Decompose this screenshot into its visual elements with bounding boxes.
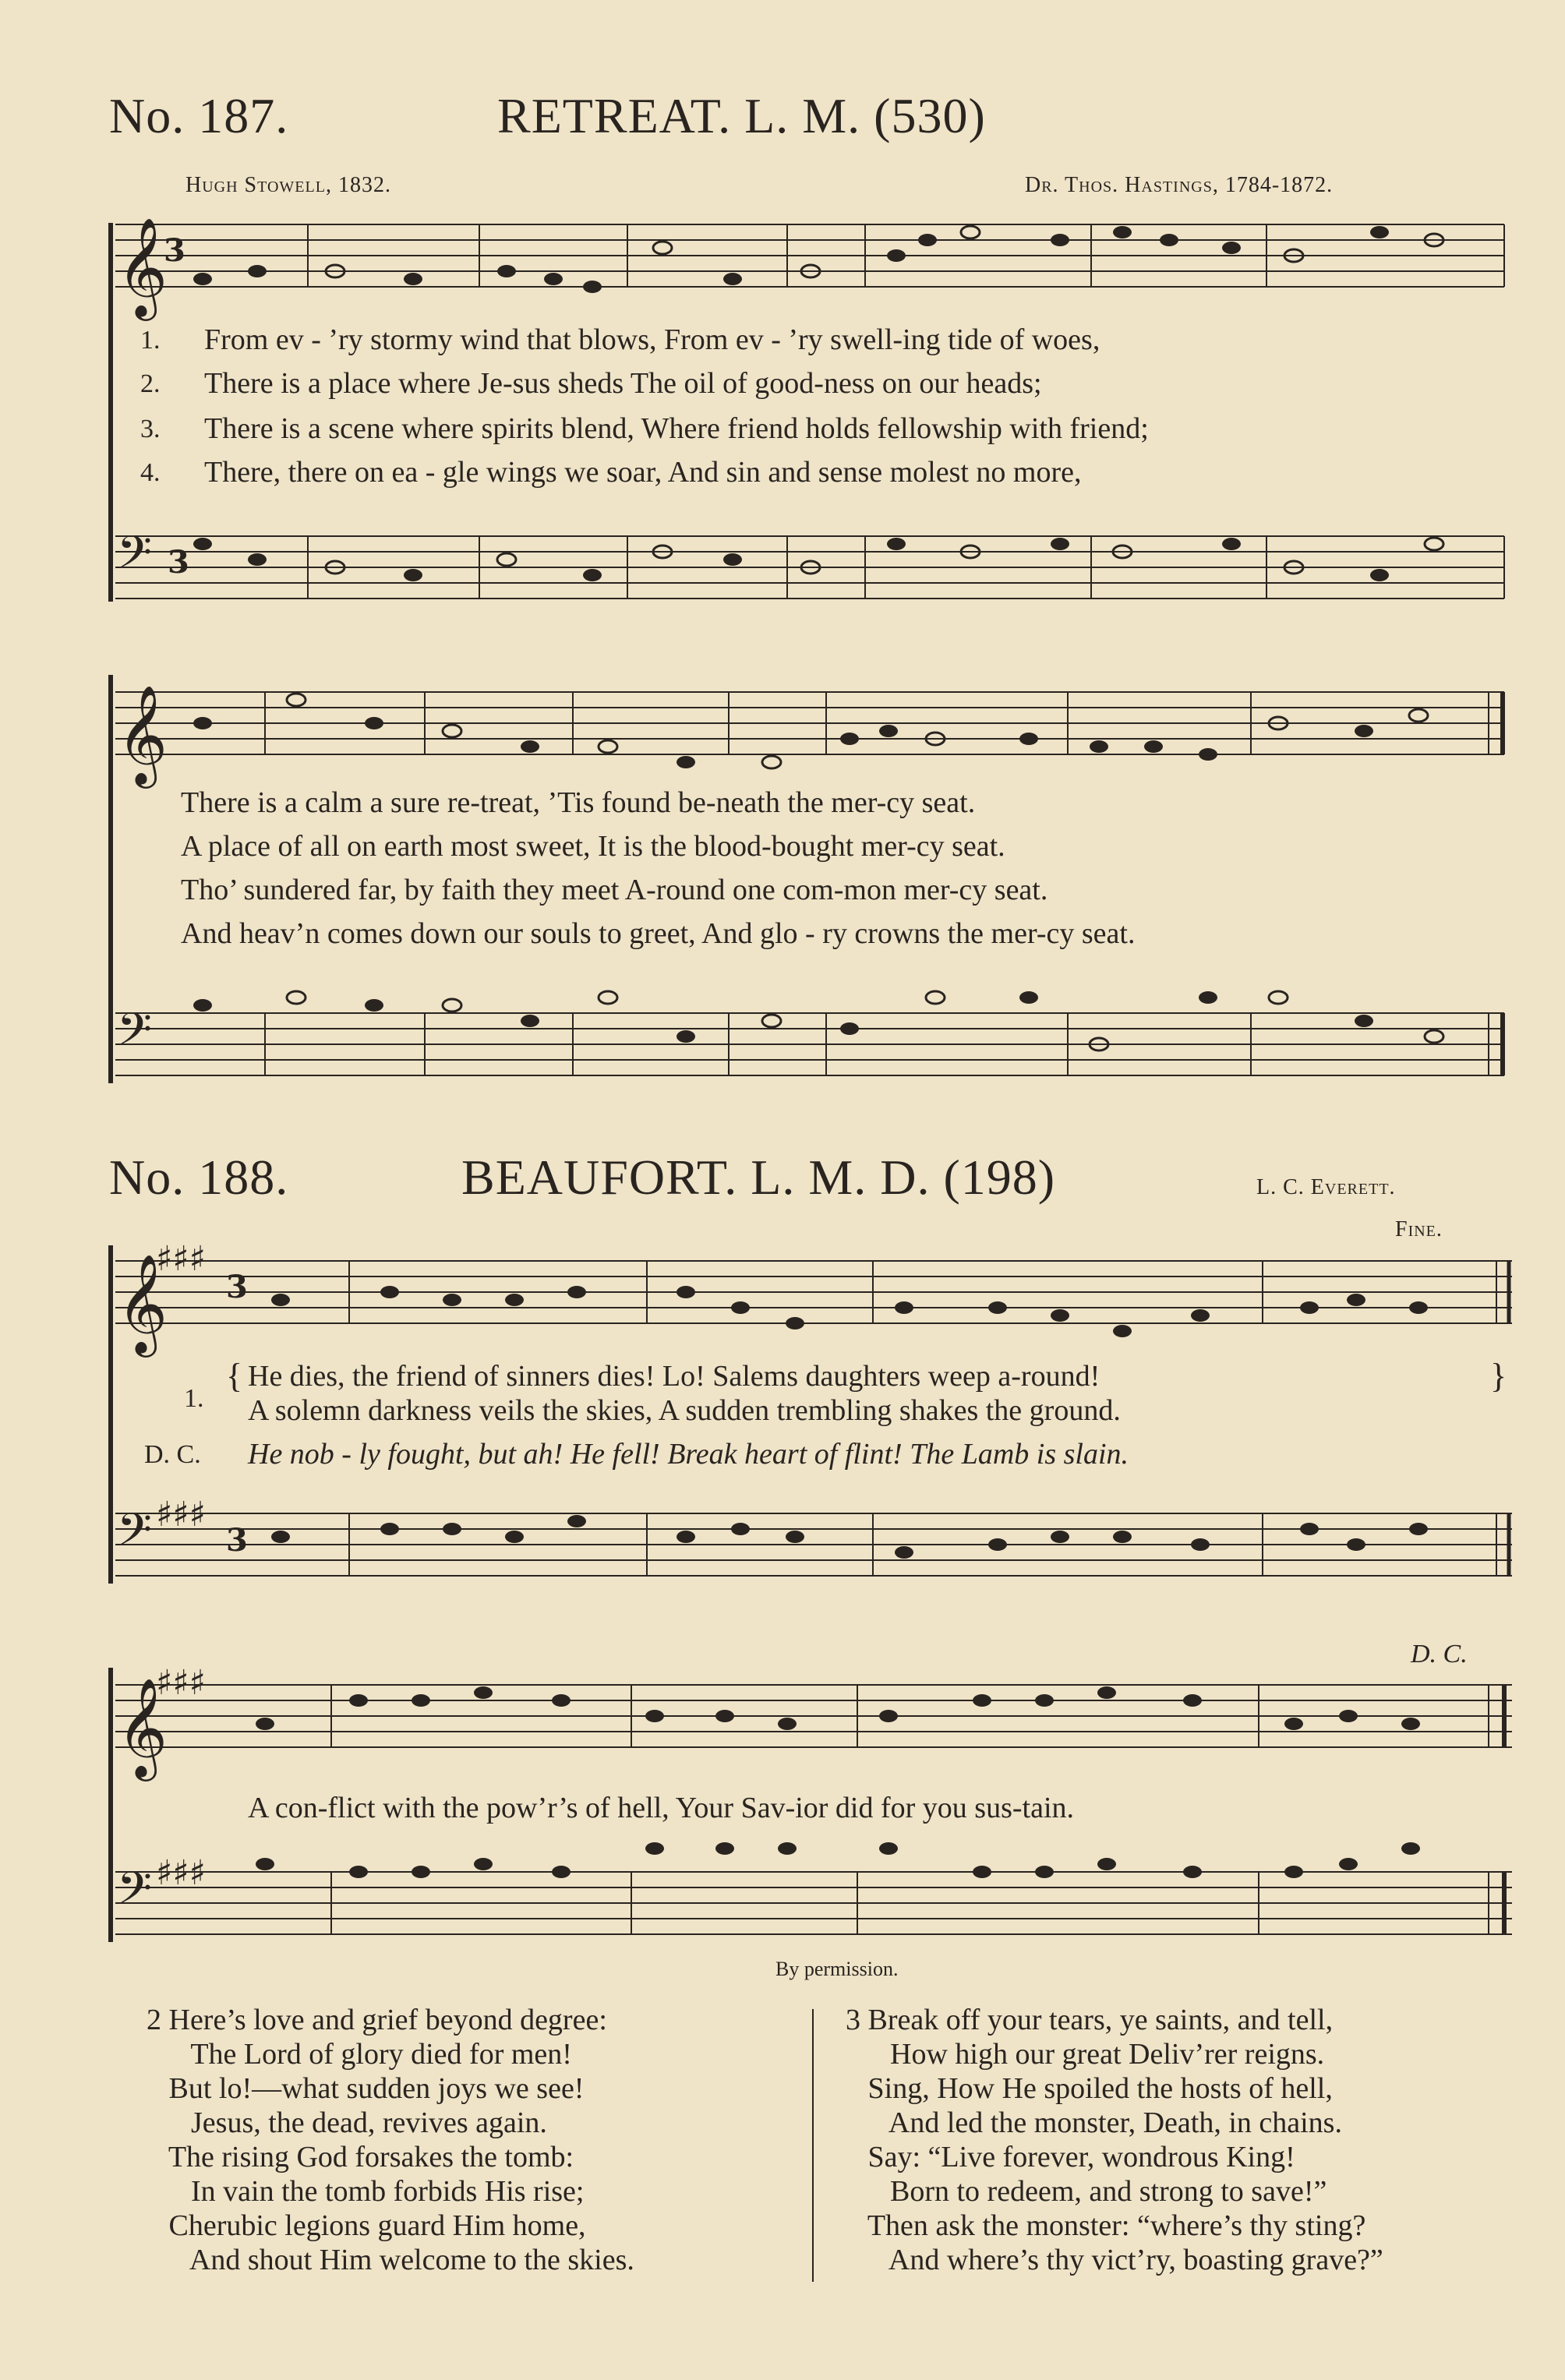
brace-open: { bbox=[226, 1357, 243, 1395]
svg-text:𝄢: 𝄢 bbox=[117, 1503, 153, 1567]
brace-close: } bbox=[1490, 1357, 1507, 1395]
svg-text:3: 3 bbox=[226, 1269, 248, 1305]
lyric-line: And heav’n comes down our souls to greet, And glo - ry crowns the mer-cy seat. bbox=[181, 917, 1136, 950]
svg-text:3: 3 bbox=[168, 544, 189, 581]
svg-text:♯♯♯: ♯♯♯ bbox=[156, 1663, 206, 1703]
lyric-line: There, there on ea - gle wings we soar, And sin and sense molest no more, bbox=[204, 456, 1082, 489]
lyric-line: There is a scene where spirits blend, Where friend holds fellowship with friend; bbox=[204, 412, 1149, 445]
lyric-line: A solemn darkness veils the skies, A sudden trembling shakes the ground. bbox=[248, 1394, 1121, 1427]
lyric-line: Tho’ sundered far, by faith they meet A-round one com-mon mer-cy seat. bbox=[181, 874, 1048, 906]
lyric-line: A place of all on earth most sweet, It is the blood-bought mer-cy seat. bbox=[181, 830, 1005, 863]
lyric-line: There is a place where Je-sus sheds The oil of good-ness on our heads; bbox=[204, 367, 1042, 400]
permission-note: By permission. bbox=[775, 1958, 899, 1980]
hymn-author: Hugh Stowell, 1832. bbox=[185, 173, 391, 197]
dc-marker: D. C. bbox=[1411, 1640, 1468, 1668]
hymn-number-187: No. 187. bbox=[109, 88, 289, 143]
svg-text:𝄞: 𝄞 bbox=[117, 684, 168, 784]
svg-text:𝄢: 𝄢 bbox=[117, 1862, 153, 1926]
stanza-3: 3 Break off your tears, ye saints, and tell, How high our great Deliv’rer reigns. Sing, How He spoiled the hosts of hell, And led the monster, Death, in chains. Say: “Live forever, wondrous King! Born to redeem, and strong to save!” Then ask the monster: “where’s thy sting? And where’s thy vict’ry, boasting grave?” bbox=[846, 2004, 1383, 2276]
hymn-title-retreat: RETREAT. L. M. (530) bbox=[497, 88, 986, 143]
dc-lyric-line: He nob - ly fought, but ah! He fell! Break heart of flint! The Lamb is slain. bbox=[248, 1438, 1129, 1471]
verse-number: 4. bbox=[140, 458, 161, 487]
hymn-composer: L. C. Everett. bbox=[1256, 1175, 1396, 1199]
column-divider bbox=[812, 2009, 814, 2282]
verse-number: 2. bbox=[140, 369, 161, 398]
fine-marker: Fine. bbox=[1395, 1217, 1443, 1241]
hymn-composer: Dr. Thos. Hastings, 1784-1872. bbox=[1025, 173, 1334, 197]
svg-text:♯♯♯: ♯♯♯ bbox=[156, 1495, 206, 1534]
svg-text:𝄞: 𝄞 bbox=[117, 1253, 168, 1353]
lyric-line: From ev - ’ry stormy wind that blows, From ev - ’ry swell-ing tide of woes, bbox=[204, 323, 1100, 356]
hymn-number-188: No. 188. bbox=[109, 1149, 289, 1205]
svg-text:𝄢: 𝄢 bbox=[117, 1003, 153, 1067]
svg-text:♯♯♯: ♯♯♯ bbox=[156, 1239, 206, 1279]
lyric-line: There is a calm a sure re-treat, ’Tis found be-neath the mer-cy seat. bbox=[181, 786, 976, 819]
svg-text:𝄢: 𝄢 bbox=[117, 526, 153, 590]
svg-text:𝄞: 𝄞 bbox=[117, 1677, 168, 1777]
svg-text:♯♯♯: ♯♯♯ bbox=[156, 1853, 206, 1893]
dc-label: D. C. bbox=[144, 1440, 201, 1469]
svg-text:𝄞: 𝄞 bbox=[117, 217, 168, 316]
lyric-line: A con-flict with the pow’r’s of hell, Your Sav-ior did for you sus-tain. bbox=[248, 1792, 1075, 1824]
hymn-title-beaufort: BEAUFORT. L. M. D. (198) bbox=[461, 1149, 1056, 1205]
lyric-line: He dies, the friend of sinners dies! Lo! Salems daughters weep a-round! bbox=[248, 1360, 1100, 1393]
verse-number: 1. bbox=[184, 1384, 204, 1413]
svg-text:3: 3 bbox=[226, 1522, 248, 1559]
stanza-2: 2 Here’s love and grief beyond degree: The Lord of glory died for men! But lo!—what sudden joys we see! Jesus, the dead, revives again. The rising God forsakes the tomb: In vain the tomb forbids His rise; Cherubic legions guard Him home, And shout Him welcome to the skies. bbox=[147, 2004, 634, 2276]
svg-text:3: 3 bbox=[164, 232, 185, 269]
verse-number: 3. bbox=[140, 415, 161, 443]
verse-number: 1. bbox=[140, 326, 161, 355]
